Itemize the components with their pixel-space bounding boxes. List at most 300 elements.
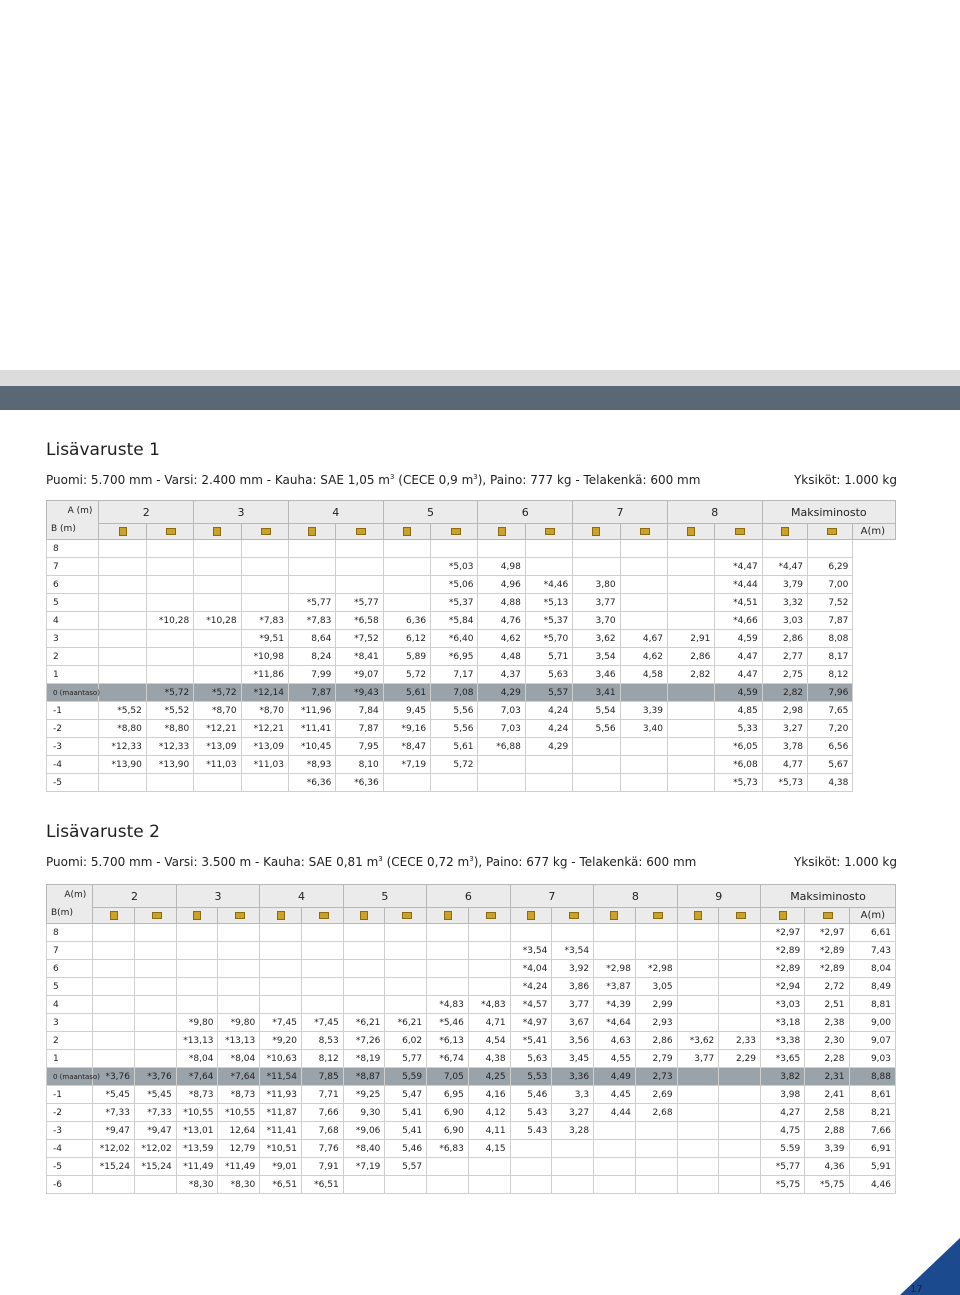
bucket-load-front-icon [610,911,618,920]
side-icon-cell [719,908,761,924]
capacity-value: 2,41 [805,1086,849,1104]
front-icon-cell [288,524,335,540]
capacity-value: 5,56 [431,720,478,738]
max-lift-header: Maksiminosto [761,885,896,908]
capacity-value: 4,67 [620,630,667,648]
capacity-value: *9,51 [241,630,288,648]
capacity-value: *7,45 [260,1014,302,1032]
capacity-value [510,1140,552,1158]
capacity-value: *9,43 [336,684,383,702]
capacity-value [635,1176,677,1194]
capacity-value: 2,29 [719,1050,761,1068]
capacity-value: 2,86 [762,630,807,648]
capacity-value: 7,99 [288,666,335,684]
axis-label-a: A (m) [67,506,93,516]
bucket-load-side-icon [486,912,496,919]
capacity-value [719,1158,761,1176]
capacity-value: 7,17 [431,666,478,684]
capacity-value: *6,21 [343,1014,385,1032]
spec-2-part-a: Puomi: 5.700 mm - Varsi: 3.500 m - Kauha: SAE 0,81 m [46,855,379,869]
capacity-value: 7,66 [849,1122,895,1140]
capacity-value: 2,31 [805,1068,849,1086]
capacity-value [288,576,335,594]
capacity-value [594,1122,636,1140]
max-lift-header: Maksiminosto [762,501,895,524]
capacity-value [146,576,193,594]
table-row [47,666,896,684]
bucket-load-side-icon [545,528,555,535]
capacity-value: *8,80 [146,720,193,738]
capacity-value [677,960,719,978]
capacity-value: *9,16 [383,720,430,738]
capacity-value: *9,01 [260,1158,302,1176]
capacity-value: 4,38 [468,1050,510,1068]
capacity-value: *5,75 [805,1176,849,1194]
capacity-value: *4,66 [715,612,762,630]
capacity-value: *15,24 [93,1158,135,1176]
capacity-value: 8,08 [808,630,853,648]
capacity-value: *3,54 [552,942,594,960]
spec-1-sup-b: 3 [473,473,478,481]
table-row [47,1158,896,1176]
capacity-value [135,978,177,996]
section-title-1: Lisävaruste 1 [46,440,160,460]
height-label: 1 [47,1050,93,1068]
capacity-value: *12,21 [194,720,241,738]
capacity-value: 4,46 [849,1176,895,1194]
capacity-value: *11,87 [260,1104,302,1122]
capacity-value [594,1176,636,1194]
capacity-value: 4,75 [761,1122,805,1140]
capacity-value [99,684,146,702]
capacity-value [194,666,241,684]
height-label: -1 [47,702,99,720]
front-icon-cell [677,908,719,924]
capacity-value [241,576,288,594]
capacity-value [635,1140,677,1158]
capacity-value: *8,70 [241,702,288,720]
table-header-row [47,885,896,908]
reach-column-header: 9 [677,885,760,908]
capacity-value: 3,28 [552,1122,594,1140]
capacity-value: *5,52 [146,702,193,720]
spec-1-part-a: Puomi: 5.700 mm - Varsi: 2.400 mm - Kauha: SAE 1,05 m [46,473,390,487]
bucket-load-side-icon [640,528,650,535]
capacity-value [146,774,193,792]
side-icon-cell [135,908,177,924]
height-label: 5 [47,978,93,996]
capacity-value [573,774,620,792]
capacity-value [677,1122,719,1140]
capacity-value [241,540,288,558]
capacity-value [146,630,193,648]
height-label: 7 [47,942,93,960]
capacity-value: *10,28 [194,612,241,630]
capacity-value: 3,86 [552,978,594,996]
capacity-value: *8,73 [218,1086,260,1104]
capacity-value: 4,76 [478,612,525,630]
capacity-value: *3,87 [594,978,636,996]
capacity-value: *13,90 [99,756,146,774]
capacity-value [667,576,714,594]
capacity-value: *7,19 [383,756,430,774]
capacity-value: 4,71 [468,1014,510,1032]
spec-2-sup-b: 3 [469,855,474,863]
reach-column-header: 2 [93,885,176,908]
table-row [47,978,896,996]
capacity-value: 2,93 [635,1014,677,1032]
front-icon-cell [573,524,620,540]
capacity-value [677,1086,719,1104]
capacity-value: 2,88 [805,1122,849,1140]
capacity-value: *5,37 [525,612,572,630]
capacity-value [99,576,146,594]
capacity-value: *8,30 [218,1176,260,1194]
capacity-value: 6,91 [849,1140,895,1158]
capacity-value: *5,13 [525,594,572,612]
capacity-value: 2,72 [805,978,849,996]
capacity-value: 3,05 [635,978,677,996]
capacity-value: *12,21 [241,720,288,738]
capacity-value: 4,24 [525,720,572,738]
capacity-value: 8,10 [336,756,383,774]
capacity-value: 2,33 [719,1032,761,1050]
table-row [47,702,896,720]
capacity-value [620,576,667,594]
capacity-value: *11,54 [260,1068,302,1086]
capacity-value: *6,95 [431,648,478,666]
capacity-value: 9,00 [849,1014,895,1032]
capacity-value [667,738,714,756]
capacity-value: 3,36 [552,1068,594,1086]
capacity-value [427,1158,469,1176]
capacity-value [431,774,478,792]
capacity-value [719,924,761,942]
capacity-value: 4,12 [468,1104,510,1122]
bucket-load-front-icon [527,911,535,920]
capacity-value: *3,18 [761,1014,805,1032]
capacity-value: 2,91 [667,630,714,648]
capacity-value: *8,47 [383,738,430,756]
capacity-value: *2,94 [761,978,805,996]
height-label: -5 [47,774,99,792]
capacity-value: 12,64 [218,1122,260,1140]
capacity-value [667,594,714,612]
lift-capacity-table-2 [46,884,896,1194]
capacity-value: 5,77 [385,1050,427,1068]
capacity-value: 7,96 [808,684,853,702]
max-unit-label: A(m) [860,910,885,921]
capacity-value: *5,06 [431,576,478,594]
height-label: 3 [47,1014,93,1032]
capacity-value: 7,05 [427,1068,469,1086]
capacity-value: 7,65 [808,702,853,720]
capacity-value [468,978,510,996]
capacity-value: 8,12 [808,666,853,684]
capacity-value [146,558,193,576]
capacity-value: 2,79 [635,1050,677,1068]
capacity-value: 4,48 [478,648,525,666]
capacity-value [552,1158,594,1176]
max-unit-cell [853,524,896,540]
capacity-value: 3,80 [573,576,620,594]
capacity-value [719,942,761,960]
capacity-value: 5.59 [761,1140,805,1158]
capacity-value: *8,87 [343,1068,385,1086]
capacity-value: *2,98 [635,960,677,978]
capacity-value: *3,76 [135,1068,177,1086]
side-icon-cell [431,524,478,540]
capacity-value: 2,58 [805,1104,849,1122]
capacity-value: 5,33 [715,720,762,738]
capacity-value [719,1086,761,1104]
capacity-value: 7,08 [431,684,478,702]
bucket-load-side-icon [319,912,329,919]
capacity-value: 9,30 [343,1104,385,1122]
ground-level-row [47,684,896,702]
height-label: -3 [47,738,99,756]
side-icon-cell [635,908,677,924]
capacity-value: *5,73 [762,774,807,792]
table-row [47,1014,896,1032]
table-row [47,612,896,630]
height-label: -1 [47,1086,93,1104]
capacity-value [383,576,430,594]
table-row [47,540,896,558]
bucket-load-front-icon [403,527,411,536]
capacity-value: *4,51 [715,594,762,612]
bucket-load-front-icon [444,911,452,920]
capacity-value: 4,29 [525,738,572,756]
capacity-value [260,996,302,1014]
capacity-value: *11,41 [260,1122,302,1140]
capacity-value: *6,74 [427,1050,469,1068]
capacity-value: 7,85 [301,1068,343,1086]
capacity-value: 2,73 [635,1068,677,1086]
capacity-value: 4,37 [478,666,525,684]
capacity-value: 4,88 [478,594,525,612]
capacity-value: 8,64 [288,630,335,648]
reach-column-header: 6 [427,885,510,908]
capacity-value [135,1050,177,1068]
front-icon-cell [478,524,525,540]
table-row [47,1050,896,1068]
capacity-value [218,942,260,960]
capacity-value [478,774,525,792]
spec-2-sup-a: 3 [378,855,383,863]
capacity-value [218,960,260,978]
capacity-value: 5,61 [431,738,478,756]
bucket-load-side-icon [152,912,162,919]
capacity-value: *7,83 [241,612,288,630]
capacity-value: 7,91 [301,1158,343,1176]
capacity-value: 8,17 [808,648,853,666]
bucket-load-front-icon [119,527,127,536]
capacity-value: *5,72 [146,684,193,702]
side-icon-cell [301,908,343,924]
capacity-value [241,594,288,612]
height-label: -6 [47,1176,93,1194]
capacity-value [288,540,335,558]
capacity-value [677,1158,719,1176]
capacity-value: *5,45 [135,1086,177,1104]
capacity-value: 5,67 [808,756,853,774]
capacity-value: *3,65 [761,1050,805,1068]
capacity-value [343,924,385,942]
capacity-value: 2,86 [667,648,714,666]
capacity-value: 7,71 [301,1086,343,1104]
capacity-value: 9,03 [849,1050,895,1068]
capacity-value [194,594,241,612]
capacity-value: 3,67 [552,1014,594,1032]
axis-label-b: B(m) [51,908,73,918]
capacity-value [620,684,667,702]
capacity-value: 2,82 [762,684,807,702]
capacity-value: *5,37 [431,594,478,612]
bucket-load-front-icon [308,527,316,536]
reach-column-header: 3 [194,501,289,524]
front-icon-cell [99,524,146,540]
capacity-value: *6,58 [336,612,383,630]
capacity-value: *3,76 [93,1068,135,1086]
reach-column-header: 2 [99,501,194,524]
capacity-value: 4,15 [468,1140,510,1158]
capacity-value: *6,36 [288,774,335,792]
front-icon-cell [260,908,302,924]
capacity-value: *8,70 [194,702,241,720]
capacity-value [343,960,385,978]
capacity-value [260,942,302,960]
capacity-value [288,558,335,576]
capacity-value: *6,21 [385,1014,427,1032]
capacity-value [135,996,177,1014]
capacity-value: 7,87 [336,720,383,738]
capacity-value [218,978,260,996]
capacity-value: *10,98 [241,648,288,666]
capacity-value [93,960,135,978]
capacity-value [146,666,193,684]
capacity-value [146,540,193,558]
capacity-value: *2,98 [594,960,636,978]
capacity-value [510,1176,552,1194]
capacity-value [194,576,241,594]
capacity-value: 5,56 [573,720,620,738]
capacity-value: 5.43 [510,1122,552,1140]
capacity-value [343,996,385,1014]
capacity-value: *7,45 [301,1014,343,1032]
capacity-value [573,756,620,774]
capacity-value [301,960,343,978]
table-row [47,960,896,978]
capacity-value: 3,32 [762,594,807,612]
reach-column-header: 5 [343,885,426,908]
capacity-value [478,756,525,774]
capacity-value: *3,38 [761,1032,805,1050]
capacity-value [594,1140,636,1158]
capacity-value [176,960,218,978]
side-icon-cell [552,908,594,924]
capacity-value: *7,64 [176,1068,218,1086]
capacity-value [525,558,572,576]
capacity-value [194,648,241,666]
capacity-value [93,1050,135,1068]
capacity-value [677,1068,719,1086]
capacity-value: 4,77 [762,756,807,774]
capacity-value [552,1176,594,1194]
capacity-value: 5,57 [385,1158,427,1176]
capacity-value: *10,51 [260,1140,302,1158]
capacity-value: 4,59 [715,684,762,702]
height-label: 2 [47,648,99,666]
units-label-2: Yksiköt: 1.000 kg [793,855,897,869]
ground-level-row [47,1068,896,1086]
reach-column-header: 7 [510,885,593,908]
capacity-value [93,1032,135,1050]
height-label: -4 [47,1140,93,1158]
capacity-value [385,924,427,942]
capacity-value: 7,20 [808,720,853,738]
capacity-value [385,1176,427,1194]
capacity-value [715,540,762,558]
bucket-load-front-icon [193,911,201,920]
capacity-value [667,720,714,738]
capacity-value [99,648,146,666]
table-row [47,1086,896,1104]
units-label-1: Yksiköt: 1.000 kg [793,473,897,487]
capacity-value [135,1032,177,1050]
reach-column-header: 4 [288,501,383,524]
capacity-value: *13,59 [176,1140,218,1158]
capacity-value [468,960,510,978]
capacity-value [677,1140,719,1158]
capacity-value: *2,89 [805,942,849,960]
bucket-load-side-icon [827,528,837,535]
side-icon-cell [715,524,762,540]
capacity-value [427,1176,469,1194]
capacity-value [301,978,343,996]
bucket-load-side-icon [736,912,746,919]
capacity-value: 4,38 [808,774,853,792]
capacity-value: 4,36 [805,1158,849,1176]
capacity-value: 8,88 [849,1068,895,1086]
capacity-value [719,978,761,996]
capacity-value [93,1176,135,1194]
side-icon-cell [218,908,260,924]
capacity-value: *5,77 [761,1158,805,1176]
capacity-value [194,540,241,558]
capacity-value [594,942,636,960]
capacity-value [176,924,218,942]
capacity-value: *4,47 [715,558,762,576]
capacity-value [719,996,761,1014]
capacity-value: 4,27 [761,1104,805,1122]
capacity-value [385,960,427,978]
capacity-value: *6,40 [431,630,478,648]
capacity-value [677,1104,719,1122]
table-header-row [47,501,896,524]
capacity-value: 9,07 [849,1032,895,1050]
capacity-value [93,942,135,960]
capacity-value: 6,90 [427,1104,469,1122]
reach-column-header: 8 [667,501,762,524]
capacity-value: 4,49 [594,1068,636,1086]
front-icon-cell [176,908,218,924]
capacity-value [478,540,525,558]
bucket-load-side-icon [823,912,833,919]
capacity-value: 5,72 [383,666,430,684]
capacity-value [677,978,719,996]
capacity-value: 7,03 [478,720,525,738]
